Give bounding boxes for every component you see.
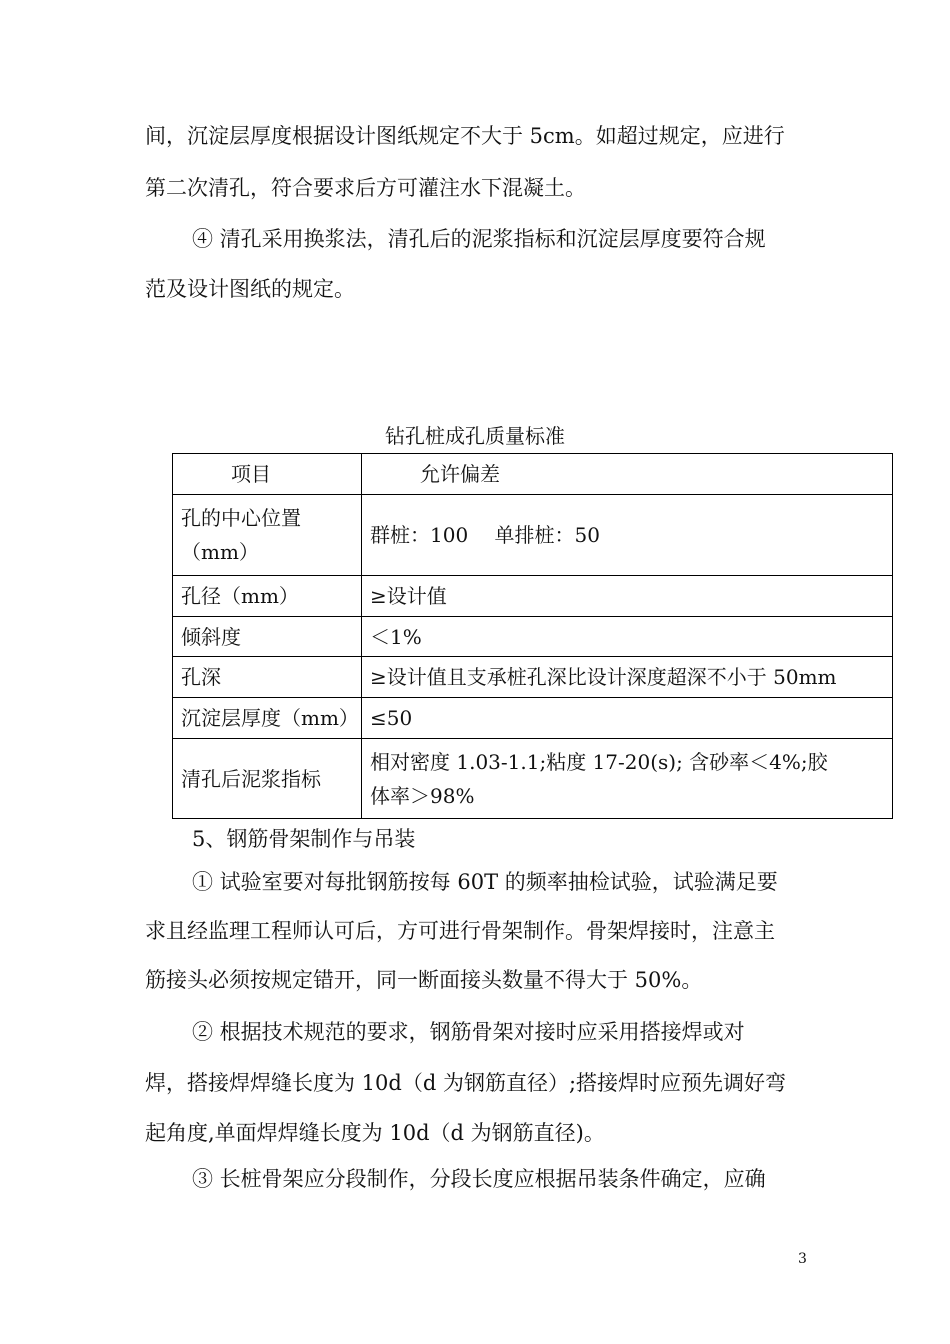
table-row <box>173 576 893 617</box>
cell-deviation: ≤50 <box>362 698 893 739</box>
cell-deviation: ＜1% <box>362 617 893 657</box>
cell-item: 孔径（mm） <box>173 576 362 617</box>
cell-deviation <box>362 739 893 819</box>
paragraph-line: 筋接头必须按规定错开，同一断面接头数量不得大于 50%。 <box>145 968 703 992</box>
cell-item <box>173 495 362 576</box>
paragraph-line: 间，沉淀层厚度根据设计图纸规定不大于 5cm。如超过规定，应进行 <box>145 124 785 148</box>
paragraph-line: 求且经监理工程师认可后，方可进行骨架制作。骨架焊接时，注意主 <box>145 919 775 943</box>
table-row <box>173 698 893 739</box>
table-header-row <box>173 454 893 495</box>
cell-item-line: 孔的中心位置 <box>181 506 301 530</box>
header-deviation: 允许偏差 <box>362 454 893 495</box>
quality-standard-table <box>172 453 893 819</box>
section-heading: 5、钢筋骨架制作与吊装 <box>192 827 416 851</box>
paragraph-line: 第二次清孔，符合要求后方可灌注水下混凝土。 <box>145 176 586 200</box>
table-caption: 钻孔桩成孔质量标准 <box>385 424 565 448</box>
table-row <box>173 739 893 819</box>
table-row <box>173 495 893 576</box>
paragraph-line: ① 试验室要对每批钢筋按每 60T 的频率抽检试验，试验满足要 <box>192 870 778 894</box>
paragraph-line: ④ 清孔采用换浆法，清孔后的泥浆指标和沉淀层厚度要符合规 <box>192 227 766 251</box>
cell-item: 沉淀层厚度（mm） <box>173 698 362 739</box>
cell-item-line: （mm） <box>181 540 259 564</box>
paragraph-line: 焊，搭接焊焊缝长度为 10d（d 为钢筋直径）;搭接焊时应预先调好弯 <box>145 1071 787 1095</box>
cell-deviation-line: 体率＞98% <box>370 783 475 808</box>
table-row <box>173 617 893 657</box>
paragraph-line: ③ 长桩骨架应分段制作，分段长度应根据吊装条件确定，应确 <box>192 1167 766 1191</box>
page-number: 3 <box>798 1251 807 1267</box>
cell-item: 倾斜度 <box>173 617 362 657</box>
header-item: 项目 <box>173 454 362 495</box>
cell-item: 清孔后泥浆指标 <box>173 739 362 819</box>
cell-deviation: 群桩：100 单排桩：50 <box>362 495 893 576</box>
cell-deviation-line: 相对密度 1.03-1.1;粘度 17-20(s); 含砂率＜4%;胶 <box>370 749 828 774</box>
paragraph-line: 起角度,单面焊焊缝长度为 10d（d 为钢筋直径)。 <box>145 1121 605 1145</box>
cell-deviation: ≥设计值 <box>362 576 893 617</box>
paragraph-line: ② 根据技术规范的要求，钢筋骨架对接时应采用搭接焊或对 <box>192 1020 745 1044</box>
paragraph-line: 范及设计图纸的规定。 <box>145 277 355 301</box>
cell-item: 孔深 <box>173 657 362 698</box>
cell-deviation: ≥设计值且支承桩孔深比设计深度超深不小于 50mm <box>362 657 893 698</box>
table-row <box>173 657 893 698</box>
